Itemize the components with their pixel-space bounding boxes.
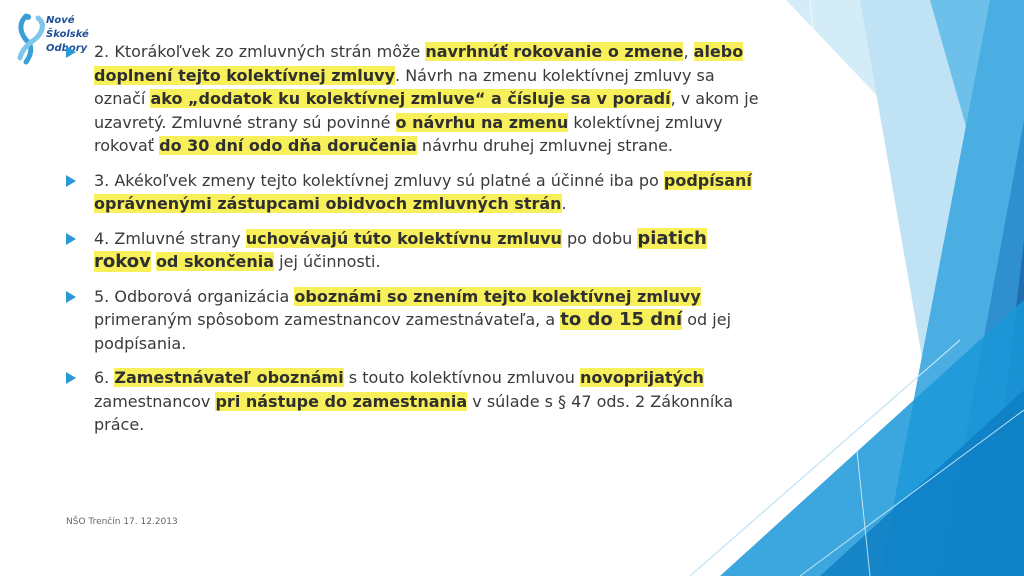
- highlighted-text: piatich rokov: [94, 227, 707, 272]
- item-text: .: [561, 194, 567, 213]
- item-text: , v akom je uzavretý. Zmluvné strany sú povinné: [94, 89, 759, 132]
- highlighted-text: Zamestnávateľ oboznámi: [114, 368, 344, 387]
- list-item: [66, 40, 766, 158]
- bullet-arrow-icon: [66, 291, 76, 303]
- item-text: v súlade s § 47 ods. 2 Zákonníka práce.: [94, 391, 734, 434]
- highlighted-text: oboznámi so znením tejto kolektívnej zmluvy: [294, 286, 701, 306]
- item-text: od jej podpísania.: [94, 310, 732, 353]
- highlighted-text: podpísaní oprávnenými zástupcami obidvoch zmluvných strán: [94, 170, 752, 213]
- logo-line-1: Nové: [46, 15, 75, 26]
- highlighted-text: novoprijatých: [580, 368, 704, 387]
- bullet-arrow-icon: [66, 372, 76, 384]
- item-text: po dobu: [561, 228, 638, 248]
- highlighted-text: ako „dodatok ku kolektívnej zmluve“ a čísluje sa v poradí: [150, 89, 671, 108]
- item-text: 5. Odborová organizácia: [94, 286, 295, 306]
- list-item: [66, 285, 766, 356]
- item-text: primeraným spôsobom zamestnancov zamestnávateľa, a: [94, 310, 561, 329]
- highlighted-text: uchovávajú túto kolektívnu zmluvu: [245, 228, 562, 248]
- slide-footer: NŠO Trenčín 17. 12.2013: [66, 517, 178, 527]
- item-text: zamestnancov: [94, 391, 216, 411]
- highlighted-text: pri nástupe do zamestnania: [215, 391, 468, 411]
- slide-body: [66, 40, 766, 448]
- logo-line-3: Odbory: [46, 43, 88, 54]
- item-text: . Návrh na zmenu kolektívnej zmluvy sa označí: [94, 65, 715, 108]
- logo-line-2: Školské: [46, 29, 89, 40]
- item-text: návrhu druhej zmluvnej strane.: [416, 136, 674, 155]
- item-text: s touto kolektívnou zmluvou: [343, 368, 580, 387]
- list-item: [66, 227, 766, 274]
- item-text: jej účinnosti.: [274, 252, 381, 271]
- item-text: 4. Zmluvné strany: [94, 228, 246, 248]
- item-text: kolektívnej zmluvy rokovať: [94, 112, 723, 155]
- highlighted-text: to do 15 dní: [560, 309, 683, 330]
- item-text: ,: [683, 42, 694, 61]
- list-item: [66, 169, 766, 216]
- bullet-arrow-icon: [66, 233, 76, 245]
- highlighted-text: do 30 dní odo dňa doručenia: [159, 136, 417, 155]
- highlighted-text: alebo doplnení tejto kolektívnej zmluvy: [94, 42, 744, 85]
- item-text: 2. Ktorákoľvek zo zmluvných strán môže: [94, 42, 426, 61]
- highlighted-text: navrhnúť rokovanie o zmene: [425, 42, 684, 61]
- bullet-arrow-icon: [66, 46, 76, 58]
- item-text: 3. Akékoľvek zmeny tejto kolektívnej zmluvy sú platné a účinné iba po: [94, 170, 664, 190]
- highlighted-text: o návrhu na zmenu: [395, 112, 569, 132]
- item-text: 6.: [94, 368, 115, 387]
- list-item: [66, 366, 766, 437]
- bullet-arrow-icon: [66, 175, 76, 187]
- highlighted-text: od skončenia: [155, 252, 275, 271]
